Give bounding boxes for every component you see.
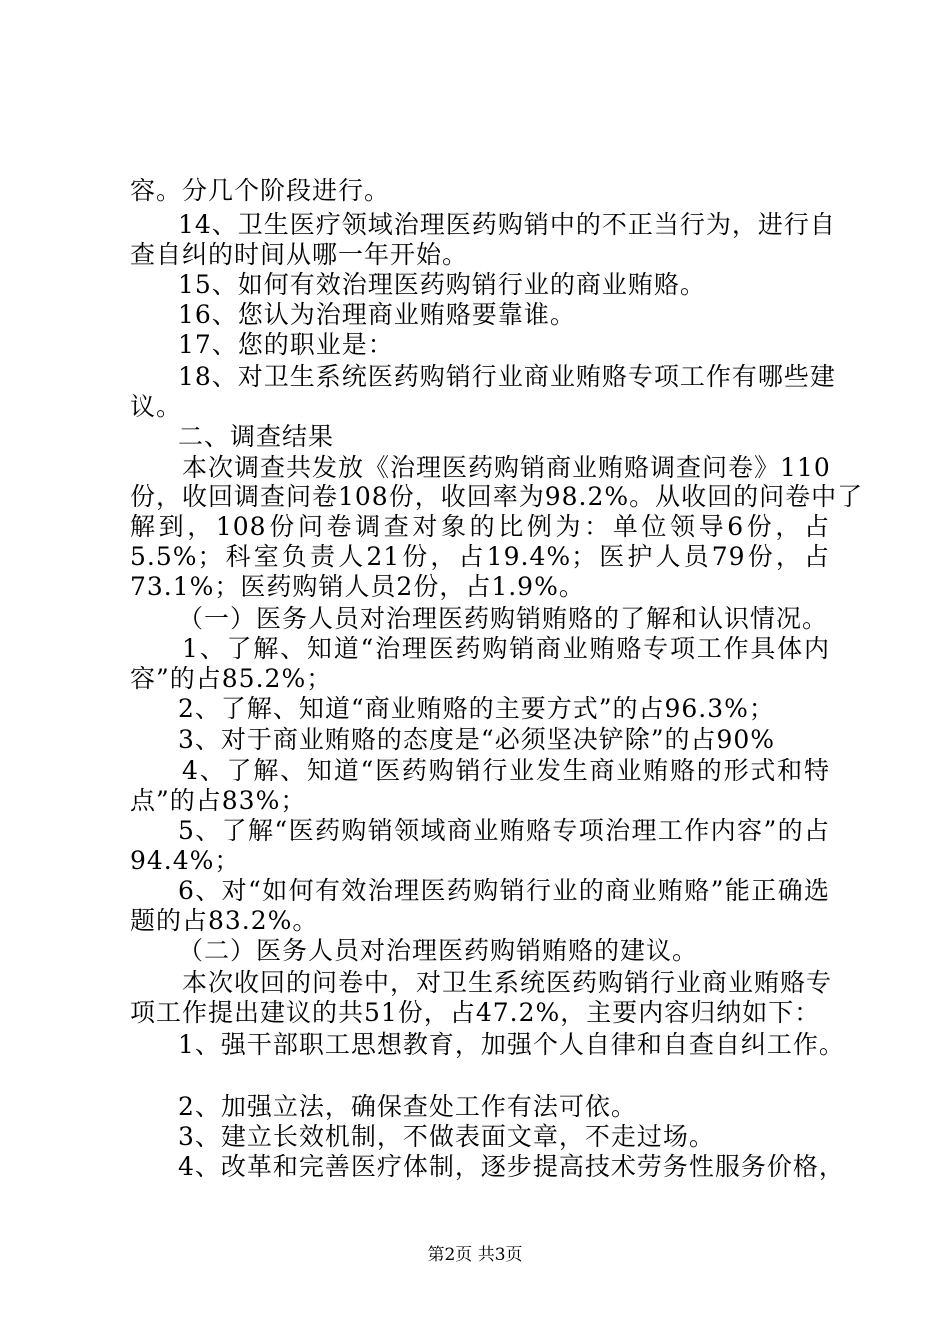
text-line: 议。 (130, 392, 183, 421)
text-line: 份，收回调查问卷108份，收回率为98.2%。从收回的问卷中了 (130, 482, 864, 511)
text-line: 1、强干部职工思想教育，加强个人自律和自查自纠工作。 (178, 1030, 845, 1059)
text-line: 2、了解、知道“商业贿赂的主要方式”的占96.3%； (178, 694, 775, 723)
text-line: 容”的占85.2%； (130, 664, 333, 693)
text-line: 18、对卫生系统医药购销行业商业贿赂专项工作有哪些建 (178, 362, 836, 391)
text-line: 本次调查共发放《治理医药购销商业贿赂调查问卷》110 (182, 453, 831, 482)
text-line: 73.1%；医药购销人员2份，占1.9%。 (130, 572, 585, 601)
text-line: 容。分几个阶段进行。 (130, 176, 391, 205)
text-line: 6、对“如何有效治理医药购销行业的商业贿赂”能正确选 (178, 876, 830, 905)
subsection-heading: （一）医务人员对治理医药购销贿赂的了解和认识情况。 (178, 604, 829, 633)
text-line: 解到，108份问卷调查对象的比例为：单位领导6份，占 (130, 512, 830, 541)
text-line: 3、建立长效机制，不做表面文章，不走过场。 (178, 1122, 715, 1151)
text-line: 3、对于商业贿赂的态度是“必须坚决铲除”的占90% (178, 725, 776, 754)
text-line: 2、加强立法，确保查处工作有法可依。 (178, 1092, 637, 1121)
text-line: 94.4%； (130, 846, 241, 875)
text-line: 1、了解、知道“治理医药购销商业贿赂专项工作具体内 (182, 634, 830, 663)
text-line: 项工作提出建议的共51份，占47.2%，主要内容归纳如下： (130, 998, 821, 1027)
text-line: 查自纠的时间从哪一年开始。 (130, 240, 469, 269)
text-line: 16、您认为治理商业贿赂要靠谁。 (178, 300, 576, 329)
section-heading: 二、调查结果 (178, 422, 335, 451)
text-line: 15、如何有效治理医药购销行业的商业贿赂。 (178, 270, 706, 299)
text-line: 4、了解、知道“医药购销行业发生商业贿赂的形式和特 (182, 756, 830, 785)
text-line: 本次收回的问卷中，对卫生系统医药购销行业商业贿赂专 (182, 968, 833, 997)
subsection-heading: （二）医务人员对治理医药购销贿赂的建议。 (178, 936, 699, 965)
text-line: 17、您的职业是： (178, 330, 394, 359)
page-footer: 第2页 共3页 (427, 1245, 523, 1265)
text-line: 4、改革和完善医疗体制，逐步提高技术劳务性服务价格， (178, 1152, 845, 1181)
text-line: 14、卫生医疗领域治理医药购销中的不正当行为，进行自 (178, 210, 836, 239)
text-line: 5.5%；科室负责人21份，占19.4%；医护人员79份，占 (130, 542, 830, 571)
text-line: 点”的占83%； (130, 786, 307, 815)
text-line: 题的占83.2%。 (130, 906, 319, 935)
text-line: 5、了解“医药购销领域商业贿赂专项治理工作内容”的占 (178, 816, 830, 845)
